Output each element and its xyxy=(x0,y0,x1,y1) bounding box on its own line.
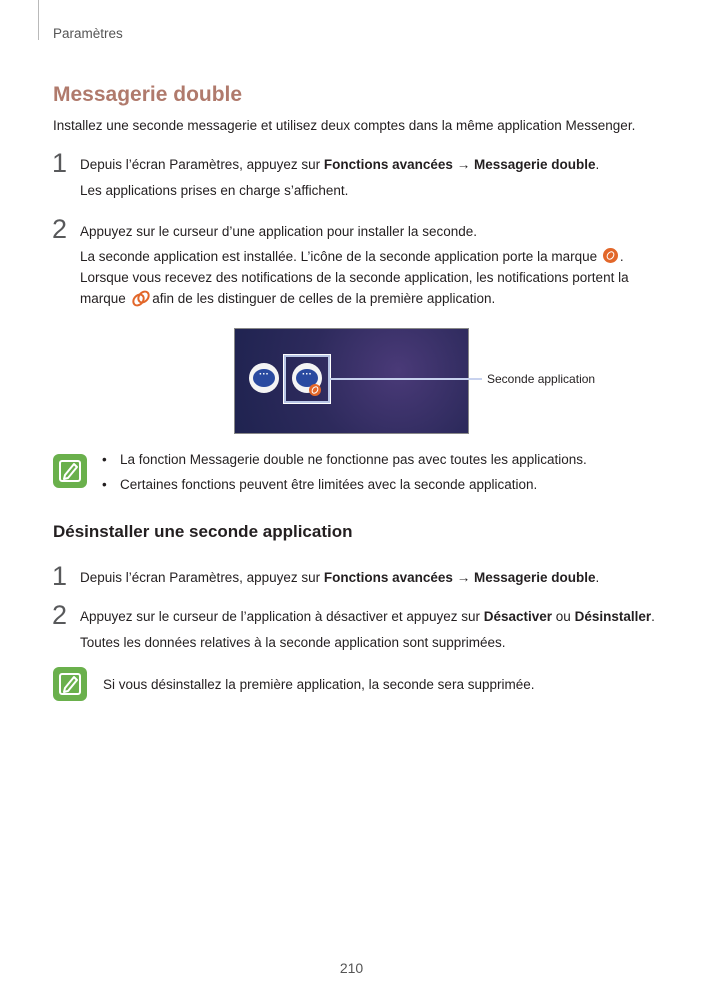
step-text-part: Depuis l’écran Paramètres, appuyez sur xyxy=(80,570,324,585)
menu-path-item: Désactiver xyxy=(483,609,553,624)
step-number: 2 xyxy=(52,214,68,244)
note-text: Si vous désinstallez la première application, la seconde sera supprimée. xyxy=(103,677,535,692)
note-item: La fonction Messagerie double ne fonctionne pas avec toutes les applications. xyxy=(120,452,587,467)
section-header: Paramètres xyxy=(53,26,123,41)
note-item: Certaines fonctions peuvent être limitées avec la seconde application. xyxy=(120,477,538,492)
step-text-part: La seconde application est installée. L’icône de la seconde application porte la marque xyxy=(80,249,601,264)
intro-text: Installez une seconde messagerie et utilisez deux comptes dans la même application Messenger. xyxy=(53,118,636,133)
menu-path-item: Fonctions avancées xyxy=(323,157,453,172)
note-icon xyxy=(53,667,87,701)
dual-app-notification-icon xyxy=(132,290,147,305)
menu-path-item: Désinstaller xyxy=(574,609,652,624)
step-text-part: Depuis l’écran Paramètres, appuyez sur xyxy=(80,157,324,172)
menu-path-item: Fonctions avancées xyxy=(323,570,453,585)
step-text-part: . xyxy=(595,570,600,585)
step-number: 1 xyxy=(52,561,68,591)
menu-path-item: Messagerie double xyxy=(473,570,596,585)
step-text-part: marque xyxy=(80,291,130,306)
path-arrow: → xyxy=(452,570,474,585)
section-subtitle: Désinstaller une seconde application xyxy=(53,522,353,541)
note-icon xyxy=(53,454,87,488)
messenger-app-icon xyxy=(249,363,279,393)
step-text xyxy=(80,154,660,175)
step-text-part: ou xyxy=(552,609,575,624)
chat-bubble-icon: ··· xyxy=(296,369,318,387)
step-text-part: Appuyez sur le curseur de l’application à désactiver et appuyez sur xyxy=(80,609,484,624)
step-text: Appuyez sur le curseur d’une application pour installer la seconde. xyxy=(80,224,477,239)
step-subtext: Toutes les données relatives à la seconde application sont supprimées. xyxy=(80,635,506,650)
step-text-part: afin de les distinguer de celles de la première application. xyxy=(148,291,496,306)
step-text-part: . xyxy=(619,249,624,264)
path-arrow: → xyxy=(452,157,474,172)
step-subtext: Les applications prises en charge s’affichent. xyxy=(80,183,349,198)
bullet: • xyxy=(102,477,107,492)
page-title: Messagerie double xyxy=(53,83,243,106)
bullet: • xyxy=(102,452,107,467)
step-subtext xyxy=(80,246,660,267)
header-rule xyxy=(38,0,39,40)
page-number: 210 xyxy=(339,960,364,976)
step-subtext: Lorsque vous recevez des notifications de la seconde application, les notifications portent la xyxy=(80,270,629,285)
menu-path-item: Messagerie double xyxy=(473,157,596,172)
dual-app-badge-icon xyxy=(603,248,618,263)
step-text-part: . xyxy=(651,609,655,624)
callout-line xyxy=(330,378,482,380)
step-text xyxy=(80,606,660,627)
chat-bubble-icon: ··· xyxy=(253,369,275,387)
step-text-part: . xyxy=(595,157,600,172)
step-number: 2 xyxy=(52,600,68,630)
callout-label: Seconde application xyxy=(487,372,596,386)
step-text xyxy=(80,567,660,588)
step-subtext xyxy=(80,288,660,309)
step-number: 1 xyxy=(52,148,68,178)
highlight-box xyxy=(284,355,330,403)
